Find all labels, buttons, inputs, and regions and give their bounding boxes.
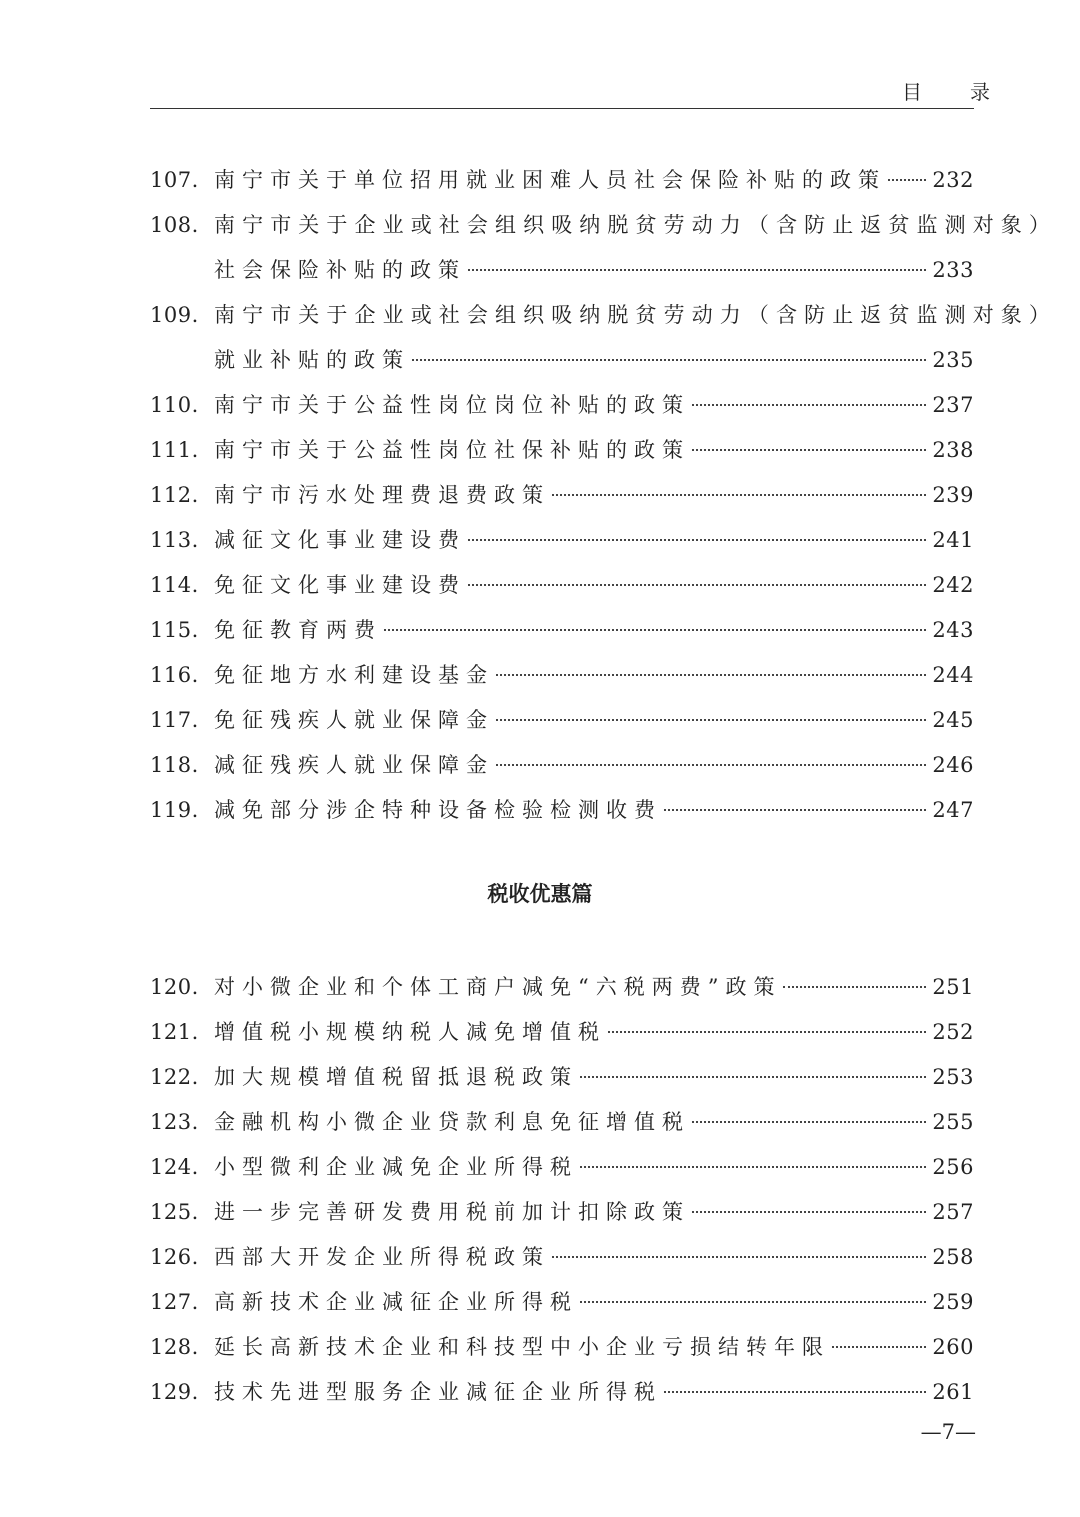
toc-entry-title: 对小微企业和个体工商户减免“六税两费”政策 — [214, 975, 782, 999]
dot-leader — [580, 1076, 926, 1078]
toc-entry-title: 免征教育两费 — [214, 618, 382, 642]
toc-entry-title: 减征文化事业建设费 — [214, 528, 466, 552]
toc-entry-title: 增值税小规模纳税人减免增值税 — [214, 1020, 606, 1044]
toc-entry-number: 120. — [150, 975, 199, 999]
dot-leader — [783, 986, 926, 988]
toc-entry-number: 112. — [150, 483, 199, 507]
toc-entry-title: 加大规模增值税留抵退税政策 — [214, 1065, 578, 1089]
toc-entry-109[interactable] — [150, 293, 1057, 338]
toc-entry-title: 南宁市关于公益性岗位社保补贴的政策 — [214, 438, 690, 462]
dot-leader — [832, 1346, 926, 1348]
toc-entry-page: 233 — [932, 258, 974, 282]
dot-leader — [692, 1211, 926, 1213]
section-heading: 税收优惠篇 — [487, 882, 593, 906]
dot-leader — [692, 1121, 926, 1123]
toc-entry-115[interactable] — [150, 608, 974, 653]
toc-entry-129[interactable] — [150, 1370, 974, 1415]
toc-entry-number: 125. — [150, 1200, 199, 1224]
toc-entry-title: 南宁市污水处理费退费政策 — [214, 483, 550, 507]
dot-leader — [580, 1301, 926, 1303]
toc-entry-title-line2: 就业补贴的政策 — [214, 348, 410, 372]
toc-entry-122[interactable] — [150, 1055, 974, 1100]
dot-leader — [384, 629, 926, 631]
dot-leader — [468, 269, 926, 271]
dot-leader — [692, 449, 926, 451]
toc-entry-number: 116. — [150, 663, 199, 687]
toc-entry-111[interactable] — [150, 428, 974, 473]
toc-entry-page: 235 — [932, 348, 974, 372]
toc-entry-number: 118. — [150, 753, 199, 777]
toc-entry-page: 255 — [932, 1110, 974, 1134]
toc-entry-page: 260 — [932, 1335, 974, 1359]
toc-entry-108[interactable] — [150, 203, 1057, 248]
toc-entry-number: 110. — [150, 393, 199, 417]
toc-entry-number: 109. — [150, 303, 199, 327]
toc-entry-page: 247 — [932, 798, 974, 822]
dot-leader — [608, 1031, 926, 1033]
toc-entry-page: 239 — [932, 483, 974, 507]
dot-leader — [412, 359, 926, 361]
toc-entry-page: 258 — [932, 1245, 974, 1269]
toc-entry-title: 免征残疾人就业保障金 — [214, 708, 494, 732]
toc-entry-page: 256 — [932, 1155, 974, 1179]
toc-entry-page: 245 — [932, 708, 974, 732]
toc-entry-108-cont[interactable] — [150, 248, 974, 293]
toc-entry-page: 257 — [932, 1200, 974, 1224]
toc-entry-number: 111. — [150, 438, 199, 462]
header-title: 目 录 — [902, 80, 1004, 104]
toc-entry-number: 119. — [150, 798, 199, 822]
toc-entry-123[interactable] — [150, 1100, 974, 1145]
toc-entry-number: 126. — [150, 1245, 199, 1269]
dot-leader — [580, 1166, 926, 1168]
toc-entry-title: 延长高新技术企业和科技型中小企业亏损结转年限 — [214, 1335, 830, 1359]
toc-entry-109-cont[interactable] — [150, 338, 974, 383]
dot-leader — [692, 404, 926, 406]
toc-entry-number: 123. — [150, 1110, 199, 1134]
toc-entry-number: 124. — [150, 1155, 199, 1179]
dot-leader — [552, 494, 926, 496]
dot-leader — [888, 179, 926, 181]
toc-entry-121[interactable] — [150, 1010, 974, 1055]
toc-entry-page: 238 — [932, 438, 974, 462]
toc-entry-title-line2: 社会保险补贴的政策 — [214, 258, 466, 282]
toc-entry-number: 129. — [150, 1380, 199, 1404]
toc-entry-126[interactable] — [150, 1235, 974, 1280]
toc-entry-page: 241 — [932, 528, 974, 552]
toc-entry-page: 246 — [932, 753, 974, 777]
toc-entry-page: 244 — [932, 663, 974, 687]
dot-leader — [664, 809, 926, 811]
header-rule — [150, 108, 974, 109]
dot-leader — [552, 1256, 926, 1258]
toc-entry-title: 南宁市关于单位招用就业困难人员社会保险补贴的政策 — [214, 168, 886, 192]
toc-entry-number: 107. — [150, 168, 199, 192]
toc-entry-112[interactable] — [150, 473, 974, 518]
toc-part-1 — [150, 158, 1057, 833]
toc-entry-number: 115. — [150, 618, 199, 642]
toc-entry-page: 253 — [932, 1065, 974, 1089]
toc-entry-title: 金融机构小微企业贷款利息免征增值税 — [214, 1110, 690, 1134]
dot-leader — [496, 674, 926, 676]
toc-entry-page: 259 — [932, 1290, 974, 1314]
toc-entry-number: 122. — [150, 1065, 199, 1089]
toc-entry-127[interactable] — [150, 1280, 974, 1325]
toc-entry-title: 西部大开发企业所得税政策 — [214, 1245, 550, 1269]
toc-entry-110[interactable] — [150, 383, 974, 428]
toc-entry-number: 127. — [150, 1290, 199, 1314]
toc-entry-number: 114. — [150, 573, 199, 597]
toc-entry-107[interactable] — [150, 158, 974, 203]
toc-part-2 — [150, 965, 974, 1415]
toc-entry-124[interactable] — [150, 1145, 974, 1190]
toc-entry-128[interactable] — [150, 1325, 974, 1370]
toc-entry-number: 108. — [150, 213, 199, 237]
toc-entry-page: 237 — [932, 393, 974, 417]
toc-entry-113[interactable] — [150, 518, 974, 563]
toc-entry-title: 高新技术企业减征企业所得税 — [214, 1290, 578, 1314]
toc-entry-title-line1: 南宁市关于企业或社会组织吸纳脱贫劳动力（含防止返贫监测对象） — [214, 213, 1057, 237]
toc-entry-page: 232 — [932, 168, 974, 192]
toc-entry-118[interactable] — [150, 743, 974, 788]
dot-leader — [664, 1391, 926, 1393]
toc-entry-page: 252 — [932, 1020, 974, 1044]
page-number: —7— — [920, 1420, 976, 1444]
toc-entry-title: 免征地方水利建设基金 — [214, 663, 494, 687]
toc-entry-title: 进一步完善研发费用税前加计扣除政策 — [214, 1200, 690, 1224]
toc-entry-number: 113. — [150, 528, 199, 552]
toc-entry-116[interactable] — [150, 653, 974, 698]
toc-entry-page: 251 — [932, 975, 974, 999]
dot-leader — [496, 719, 926, 721]
dot-leader — [468, 584, 926, 586]
toc-entry-117[interactable] — [150, 698, 974, 743]
toc-entry-number: 121. — [150, 1020, 199, 1044]
toc-entry-title: 免征文化事业建设费 — [214, 573, 466, 597]
toc-entry-number: 128. — [150, 1335, 199, 1359]
toc-entry-125[interactable] — [150, 1190, 974, 1235]
toc-entry-title-line1: 南宁市关于企业或社会组织吸纳脱贫劳动力（含防止返贫监测对象） — [214, 303, 1057, 327]
toc-entry-title: 小型微利企业减免企业所得税 — [214, 1155, 578, 1179]
toc-entry-title: 减免部分涉企特种设备检验检测收费 — [214, 798, 662, 822]
dot-leader — [468, 539, 926, 541]
toc-entry-page: 243 — [932, 618, 974, 642]
toc-entry-119[interactable] — [150, 788, 974, 833]
toc-entry-114[interactable] — [150, 563, 974, 608]
toc-entry-120[interactable] — [150, 965, 974, 1010]
toc-entry-page: 242 — [932, 573, 974, 597]
toc-entry-title: 技术先进型服务企业减征企业所得税 — [214, 1380, 662, 1404]
toc-entry-page: 261 — [932, 1380, 974, 1404]
toc-entry-title: 南宁市关于公益性岗位岗位补贴的政策 — [214, 393, 690, 417]
toc-entry-number: 117. — [150, 708, 199, 732]
toc-entry-title: 减征残疾人就业保障金 — [214, 753, 494, 777]
dot-leader — [496, 764, 926, 766]
